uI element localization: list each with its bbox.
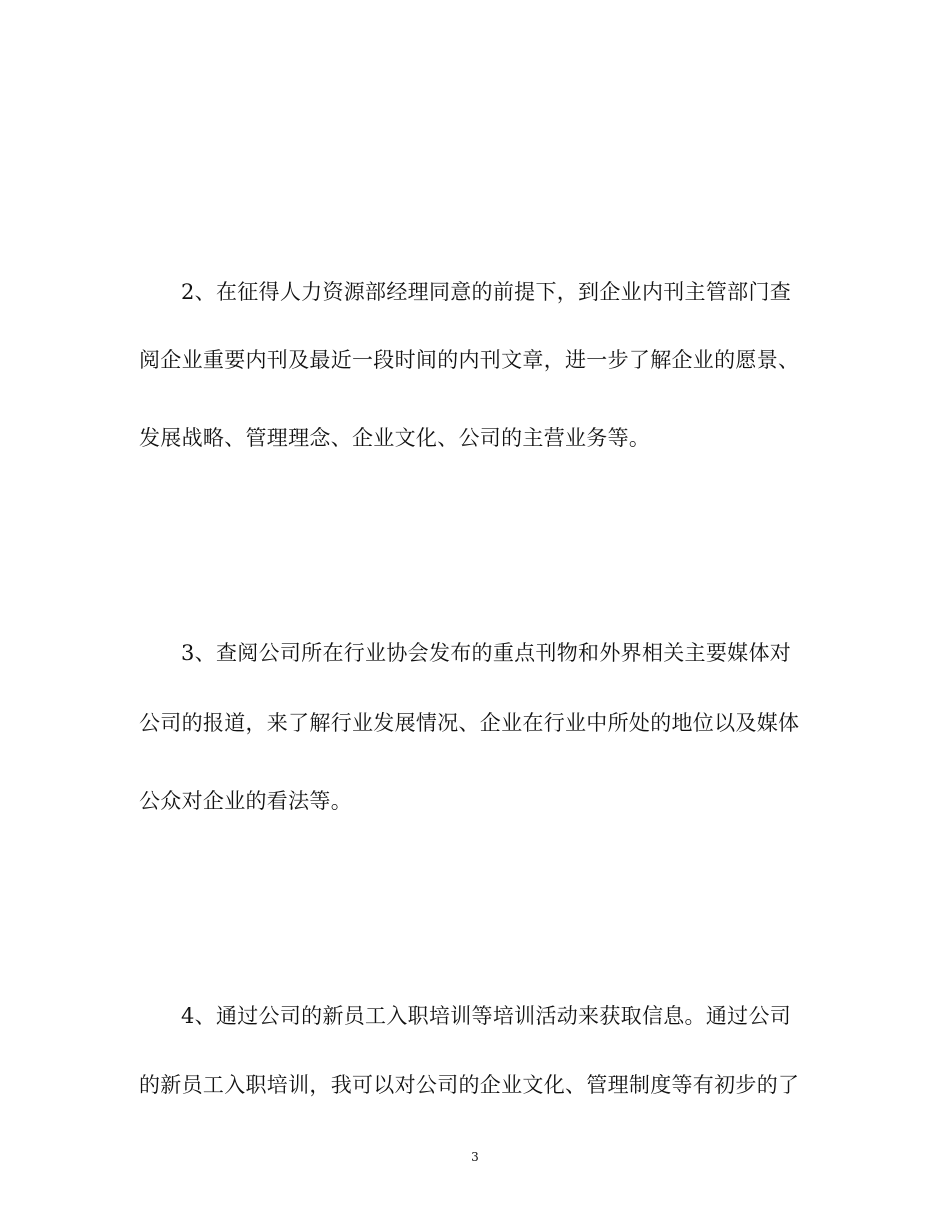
paragraph-line: 阅企业重要内刊及最近一段时间的内刊文章，进一步了解企业的愿景、 <box>139 348 800 372</box>
paragraph-line: 公司的报道，来了解行业发展情况、企业在行业中所处的地位以及媒体 <box>139 711 800 735</box>
paragraph-line: 3、查阅公司所在行业协会发布的重点刊物和外界相关主要媒体对 <box>181 641 792 665</box>
page-number: 3 <box>471 1150 479 1164</box>
paragraph-line: 发展战略、管理理念、企业文化、公司的主营业务等。 <box>139 426 651 450</box>
paragraph-line: 2、在征得人力资源部经理同意的前提下，到企业内刊主管部门查 <box>181 280 792 304</box>
paragraph-line: 4、通过公司的新员工入职培训等培训活动来获取信息。通过公司 <box>181 1004 792 1028</box>
paragraph-line: 的新员工入职培训，我可以对公司的企业文化、管理制度等有初步的了 <box>139 1073 800 1097</box>
paragraph-line: 公众对企业的看法等。 <box>139 789 352 813</box>
